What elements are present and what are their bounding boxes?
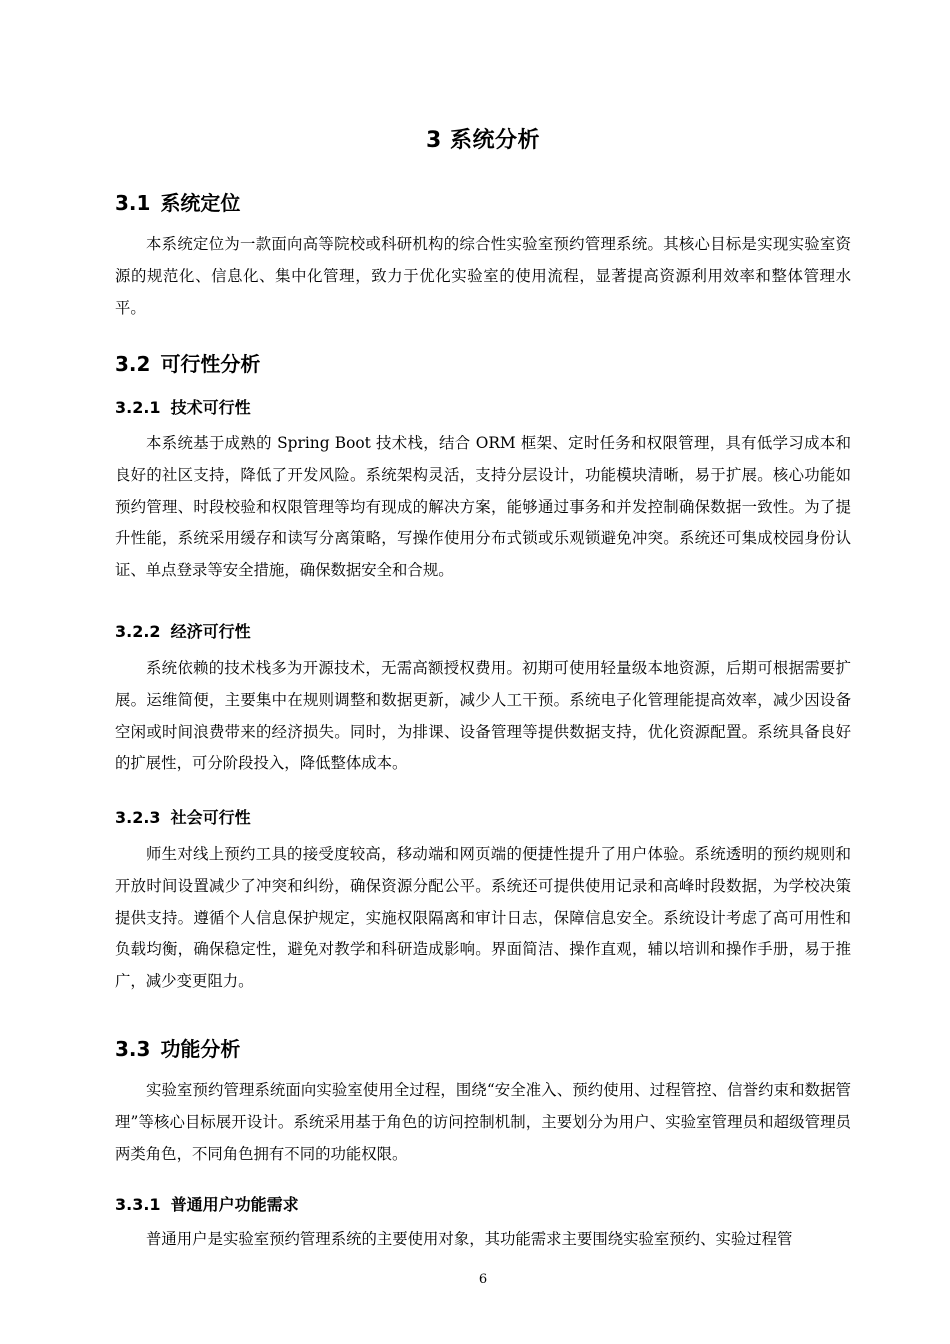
subsection-heading-3-3-1 <box>115 1193 299 1217</box>
section-heading-3-1 <box>115 188 240 218</box>
section-number: 3.1 <box>115 191 151 215</box>
paragraph-3-3: 实验室预约管理系统面向实验室使用全过程，围绕“安全准入、预约使用、过程管控、信誉约束和数据管理”等核心目标展开设计。系统采用基于角色的访问控制机制，主要划分为用户、实验室管理员和超级管理员两类角色，不同角色拥有不同的功能权限。 <box>115 1081 851 1163</box>
section-number: 3.3 <box>115 1037 151 1061</box>
subsection-heading-3-2-1 <box>115 396 251 420</box>
document-page <box>115 0 851 1344</box>
subsection-heading-3-2-2 <box>115 620 251 644</box>
subsection-number: 3.3.1 <box>115 1195 161 1214</box>
subsection-number: 3.2.1 <box>115 398 161 417</box>
subsection-number: 3.2.3 <box>115 808 161 827</box>
paragraph-3-2-2: 系统依赖的技术栈多为开源技术，无需高额授权费用。初期可使用轻量级本地资源，后期可根据需要扩展。运维简便，主要集中在规则调整和数据更新，减少人工干预。系统电子化管理能提高效率，减少因设备空闲或时间浪费带来的经济损失。同时，为排课、设备管理等提供数据支持，优化资源配置。系统具备良好的扩展性，可分阶段投入，降低整体成本。 <box>115 659 851 773</box>
subsection-title: 技术可行性 <box>170 398 251 417</box>
section-number: 3.2 <box>115 352 151 376</box>
section-heading-3-3 <box>115 1034 240 1064</box>
paragraph-3-2-1: 本系统基于成熟的 Spring Boot 技术栈，结合 ORM 框架、定时任务和权限管理，具有低学习成本和良好的社区支持，降低了开发风险。系统架构灵活，支持分层设计，功能模块清晰，易于扩展。核心功能如预约管理、时段校验和权限管理等均有现成的解决方案，能够通过事务和并发控制确保数据一致性。为了提升性能，系统采用缓存和读写分离策略，写操作使用分布式锁或乐观锁避免冲突。系统还可集成校园身份认证、单点登录等安全措施，确保数据安全和合规。 <box>115 434 851 580</box>
subsection-heading-3-2-3 <box>115 806 251 830</box>
subsection-number: 3.2.2 <box>115 622 161 641</box>
section-title: 系统定位 <box>160 191 241 215</box>
section-title: 可行性分析 <box>160 352 261 376</box>
paragraph-3-3-1: 普通用户是实验室预约管理系统的主要使用对象，其功能需求主要围绕实验室预约、实验过程管 <box>146 1230 793 1248</box>
subsection-title: 普通用户功能需求 <box>170 1195 299 1214</box>
page-number: 6 <box>478 1272 488 1287</box>
chapter-title: 3 系统分析 <box>426 128 540 153</box>
paragraph-3-1: 本系统定位为一款面向高等院校或科研机构的综合性实验室预约管理系统。其核心目标是实现实验室资源的规范化、信息化、集中化管理，致力于优化实验室的使用流程，显著提高资源利用效率和整体管理水平。 <box>115 235 851 317</box>
section-heading-3-2 <box>115 349 260 379</box>
subsection-title: 经济可行性 <box>170 622 251 641</box>
subsection-title: 社会可行性 <box>170 808 251 827</box>
section-title: 功能分析 <box>160 1037 241 1061</box>
paragraph-3-2-3: 师生对线上预约工具的接受度较高，移动端和网页端的便捷性提升了用户体验。系统透明的预约规则和开放时间设置减少了冲突和纠纷，确保资源分配公平。系统还可提供使用记录和高峰时段数据，为学校决策提供支持。遵循个人信息保护规定，实施权限隔离和审计日志，保障信息安全。系统设计考虑了高可用性和负载均衡，确保稳定性，避免对教学和科研造成影响。界面简洁、操作直观，辅以培训和操作手册，易于推广，减少变更阻力。 <box>115 845 851 991</box>
